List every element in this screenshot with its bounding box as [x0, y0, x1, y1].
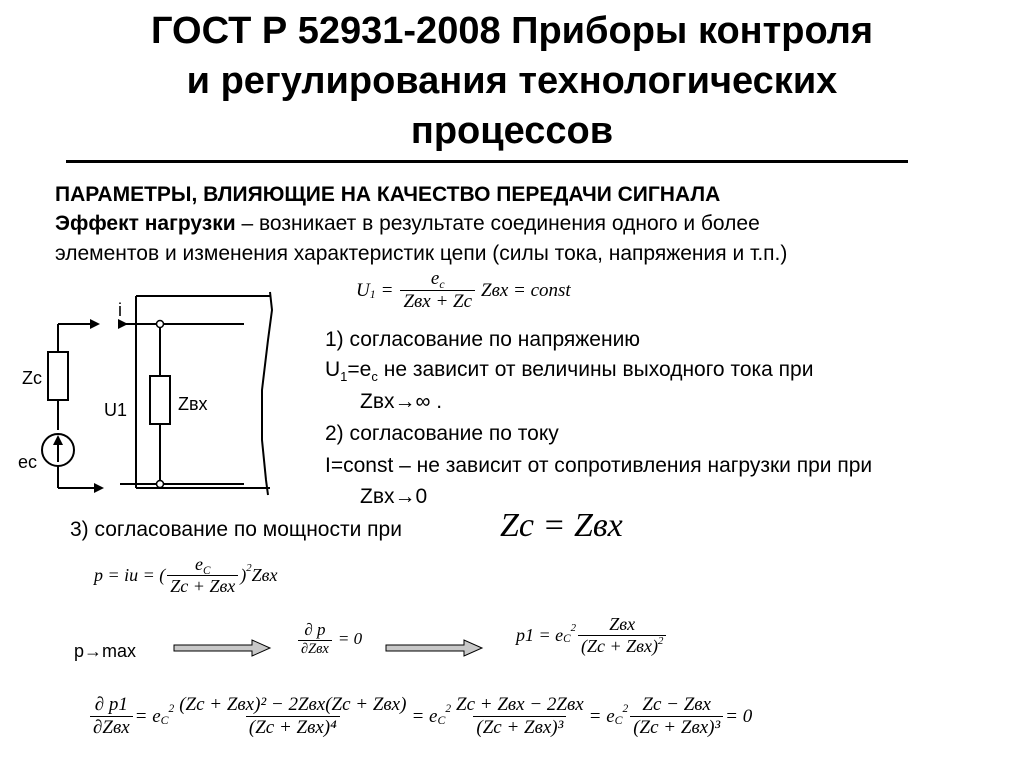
- ec-label: ec: [18, 452, 38, 472]
- zc-resistor: [48, 352, 68, 400]
- formula-power-rest: Zвx: [251, 565, 278, 585]
- formula-match: Zc = Zвx: [500, 507, 623, 544]
- formula-u1-rest: Zвx = const: [481, 279, 571, 301]
- formula-final-f1-num: (Zc + Zвx)² − 2Zвx(Zc + Zвx): [179, 694, 407, 715]
- item-1-e-sub: c: [371, 368, 378, 384]
- item-2-continuation: Zвх→0: [360, 485, 428, 508]
- formula-u1-num-sub: c: [439, 278, 445, 292]
- formula-derivative: [296, 620, 362, 658]
- formula-final-rhs: = 0: [725, 705, 753, 727]
- formula-final-f2-num: Zc + Zвx − 2Zвx: [456, 694, 584, 715]
- arrow-bottom: [94, 483, 104, 493]
- formula-final-exp-3: 2: [622, 702, 629, 715]
- formula-final-eq2: = e: [411, 705, 438, 727]
- formula-final-lhs-den: ∂Zвx: [90, 716, 133, 739]
- u1-label: U1: [104, 400, 128, 420]
- formula-derivative-rhs: = 0: [337, 629, 363, 648]
- arrow-1: [172, 638, 272, 658]
- formula-p1-fraction: [578, 614, 666, 657]
- formula-final-lhs-num: ∂ p1: [94, 694, 128, 715]
- item-1-e: =e: [347, 358, 372, 381]
- formula-power: [94, 554, 278, 597]
- node-top: [157, 321, 164, 328]
- formula-u1-num: e: [430, 268, 440, 289]
- item-1-continuation: Zвх→∞ .: [360, 390, 443, 413]
- definition-text: – возникает в результате соединения одного и более: [235, 212, 760, 235]
- load-box-right: [262, 292, 272, 495]
- formula-u1-eq: =: [380, 279, 394, 301]
- formula-final-f3-den: (Zc + Zвx)³: [630, 716, 723, 739]
- formula-final-eq3: = e: [588, 705, 615, 727]
- circuit-diagram: [0, 280, 300, 500]
- formula-p1: [516, 614, 668, 657]
- formula-final-exp-1: 2: [168, 702, 175, 715]
- item-2: 2) согласование по току: [325, 422, 559, 445]
- formula-u1-den: Zвx + Zc: [400, 290, 475, 313]
- title-rule: [66, 160, 908, 163]
- ec-arrow-head: [53, 435, 63, 445]
- item-1-u-sub: 1: [340, 368, 348, 384]
- formula-u1-fraction: [400, 268, 475, 313]
- formula-final-exp-2: 2: [445, 702, 452, 715]
- formula-u1: [356, 268, 571, 313]
- formula-u1-lhs-sub: 1: [369, 287, 376, 301]
- formula-p1-den: (Zc + Zвx): [581, 636, 658, 656]
- title-line-1: ГОСТ Р 52931-2008 Приборы контроля: [150, 10, 874, 52]
- formula-p1-num: Zвx: [609, 614, 636, 634]
- formula-final-sub-2: C: [437, 713, 446, 727]
- formula-final-f2-den: (Zc + Zвx)³: [473, 716, 566, 739]
- formula-p1-lhs: p1 = e: [516, 625, 564, 645]
- zbx-resistor: [150, 376, 170, 424]
- formula-derivative-num: ∂ p: [304, 620, 326, 639]
- zbx-label: Zвx: [178, 394, 208, 414]
- formula-final-frac-3: [630, 694, 723, 739]
- item-1-u: U: [325, 358, 341, 381]
- node-bottom: [157, 481, 164, 488]
- formula-derivative-fraction: [298, 620, 332, 658]
- formula-p1-sub: C: [563, 633, 571, 646]
- pmax-label: p→max: [74, 641, 137, 661]
- item-2-detail: I=const – не зависит от сопротивления нагрузки при при: [325, 454, 873, 477]
- item-1-detail: [325, 356, 813, 386]
- i-label: i: [118, 300, 122, 320]
- formula-power-num: e: [195, 554, 204, 574]
- formula-p1-exp: 2: [570, 621, 576, 634]
- formula-power-num-sub: C: [203, 564, 211, 577]
- formula-final-sub-3: C: [614, 713, 623, 727]
- formula-power-close: ): [240, 565, 247, 585]
- formula-power-den: Zc + Zвx: [167, 575, 238, 597]
- formula-final-sub-1: C: [160, 713, 169, 727]
- item-3: 3) согласование по мощности при: [70, 518, 402, 541]
- arrow-i: [118, 319, 128, 329]
- formula-p1-den-exp: 2: [657, 635, 664, 648]
- zc-label: Zc: [22, 368, 42, 388]
- formula-derivative-den: ∂Zвx: [298, 640, 332, 658]
- formula-final-eq1: = e: [134, 705, 161, 727]
- definition-line-2: элементов и изменения характеристик цепи (силы тока, напряжения и т.п.): [55, 242, 788, 265]
- definition-term: Эффект нагрузки: [55, 212, 236, 235]
- formula-final-f1-den: (Zc + Zвx)⁴: [246, 716, 340, 739]
- formula-final: [88, 694, 752, 739]
- formula-final-frac-1: [176, 694, 409, 739]
- formula-u1-lhs: U: [356, 279, 370, 301]
- formula-power-exp: 2: [246, 561, 252, 574]
- definition-line-1: [55, 210, 760, 238]
- slide-title: [0, 6, 1024, 156]
- formula-final-lhs: [90, 694, 133, 739]
- formula-power-lhs: p = iu = (: [94, 565, 166, 585]
- arrow-top: [90, 319, 100, 329]
- title-line-3: процессов: [410, 110, 614, 152]
- formula-final-frac-2: [453, 694, 587, 739]
- item-1-text: не зависит от величины выходного тока при: [377, 358, 814, 381]
- item-1: 1) согласование по напряжению: [325, 328, 641, 351]
- formula-power-fraction: [167, 554, 238, 597]
- arrow-2: [384, 638, 484, 658]
- section-heading: ПАРАМЕТРЫ, ВЛИЯЮЩИЕ НА КАЧЕСТВО ПЕРЕДАЧИ СИГНАЛА: [55, 183, 721, 206]
- formula-final-f3-num: Zc − Zвx: [642, 694, 711, 715]
- title-line-2: и регулирования технологических: [186, 60, 838, 102]
